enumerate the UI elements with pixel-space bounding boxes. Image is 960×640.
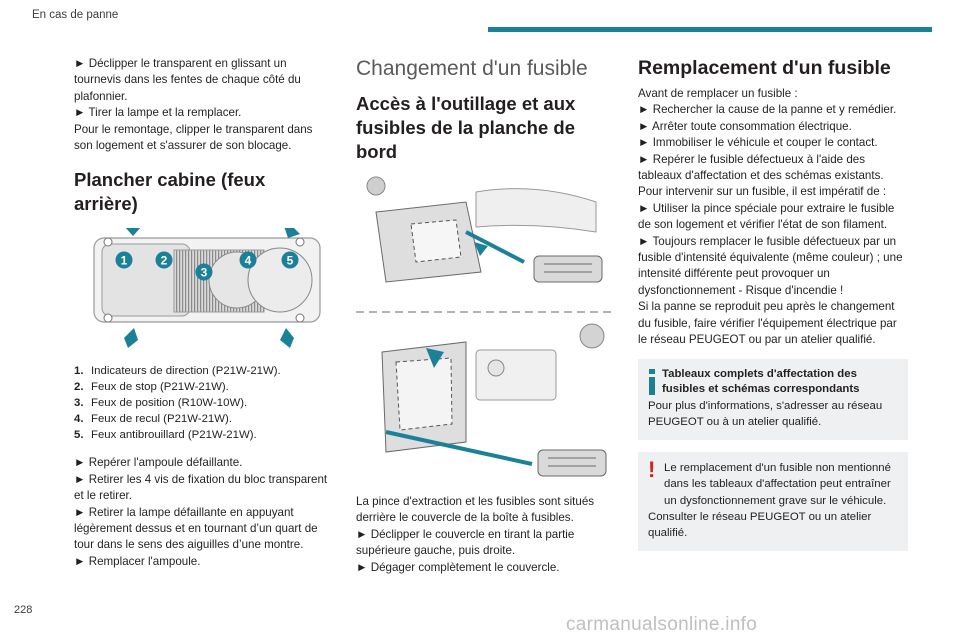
callout-5 [282, 252, 299, 269]
callout-4 [240, 252, 257, 269]
section-label: En cas de panne [32, 9, 119, 21]
step-remove-screws: ► Retirer les 4 vis de fixation du bloc transparent et le retirer. [74, 472, 328, 503]
intro-step-2: ► Tirer la lampe et la remplacer. [74, 106, 242, 120]
list-item: 2. Feux de stop (P21W-21W). [74, 381, 229, 394]
info-icon [648, 369, 656, 395]
info-box-text: Pour plus d'informations, s'adresser au réseau PEUGEOT ou à un atelier qualifié. [648, 399, 883, 428]
para-before: Avant de remplacer un fusible : [638, 87, 798, 100]
rear-lamp-figure [74, 228, 332, 356]
callout-3 [196, 264, 213, 281]
fusebox-location-text: La pince d'extraction et les fusibles sont situés derrière le couvercle de la boîte à fusibles. [356, 495, 595, 525]
lamp-legend-list [74, 364, 332, 443]
column-right [638, 48, 908, 551]
step-same-rating: ► Toujours remplacer le fusible défectueux par un fusible d'intensité équivalente (même couleur) ; une intensité différente peut provoquer un dysfonctionnement - Risque d'incendie ! [638, 234, 903, 297]
page-number: 228 [14, 604, 33, 616]
section-heading-plancher: Plancher cabine (feux arrière) [74, 169, 266, 215]
svg-text:5: 5 [286, 253, 294, 268]
section-heading-remplacement: Remplacement d'un fusible [638, 57, 891, 79]
step-find-cause: ► Rechercher la cause de la panne et y remédier. [638, 103, 897, 117]
step-stop-consumption: ► Arrêter toute consommation électrique. [638, 119, 852, 133]
list-item: 5. Feux antibrouillard (P21W-21W). [74, 428, 257, 441]
watermark: carmanualsonline.info [566, 614, 758, 635]
intro-note: Pour le remontage, clipper le transparent dans son logement et s'assurer de son blocage. [74, 122, 313, 153]
step-unclip-cover: ► Déclipper le couvercle en tirant la partie supérieure gauche, puis droite. [356, 527, 575, 558]
list-item: 4. Feux de recul (P21W-21W). [74, 412, 232, 425]
list-item: 3. Feux de position (R10W-10W). [74, 397, 248, 410]
page-title: Changement d'un fusible [356, 57, 588, 80]
section-heading-acces: Accès à l'outillage et aux fusibles de la planche de bord [356, 93, 576, 162]
step-remove-cover: ► Dégager complètement le couvercle. [356, 560, 560, 574]
para-intervene: Pour intervenir sur un fusible, il est impératif de : [638, 185, 887, 199]
svg-text:1: 1 [120, 253, 128, 268]
step-identify-fuse: ► Repérer le fusible défectueux à l'aide des tableaux d'affectation et des schémas existants. [638, 152, 884, 183]
warning-icon: ! [648, 457, 656, 483]
column-middle [356, 48, 614, 576]
step-remove-lamp: ► Retirer la lampe défaillante en appuyant légèrement dessus et en tournant d’un quart de tour dans le sens des aiguilles d’une montre. [74, 505, 318, 552]
fusebox-figure [356, 172, 614, 482]
warning-text-2: Consulter le réseau PEUGEOT ou un atelier qualifié. [648, 510, 872, 539]
para-recurring: Si la panne se reproduit peu après le changement du fusible, faire vérifier l'équipement électrique par le réseau PEUGEOT ou par un atelier qualifié. [638, 300, 897, 347]
warning-text-1: Le remplacement d'un fusible non mentionné dans les tableaux d'affectation peut entraîner un dysfonctionnement grave sur le véhicule. [664, 462, 891, 507]
svg-text:3: 3 [200, 265, 208, 280]
step-replace: ► Remplacer l'ampoule. [74, 554, 201, 568]
step-use-pliers: ► Utiliser la pince spéciale pour extraire le fusible de son logement et vérifier l'état de son filament. [638, 201, 895, 232]
info-box-title: Tableaux complets d'affectation des fusibles et schémas correspondants [662, 367, 860, 396]
info-box [638, 359, 908, 441]
header-accent-bar [488, 27, 932, 32]
callout-1 [116, 252, 133, 269]
warning-box [638, 452, 908, 551]
callout-2 [156, 252, 173, 269]
svg-text:4: 4 [244, 253, 252, 268]
svg-text:2: 2 [160, 253, 168, 268]
step-immobilize: ► Immobiliser le véhicule et couper le contact. [638, 136, 878, 150]
step-locate: ► Repérer l'ampoule défaillante. [74, 456, 243, 470]
column-left [74, 48, 332, 570]
list-item: 1. Indicateurs de direction (P21W-21W). [74, 365, 281, 378]
intro-step-1: ► Déclipper le transparent en glissant un tournevis dans les fentes de chaque côté du plafonnier. [74, 57, 301, 103]
